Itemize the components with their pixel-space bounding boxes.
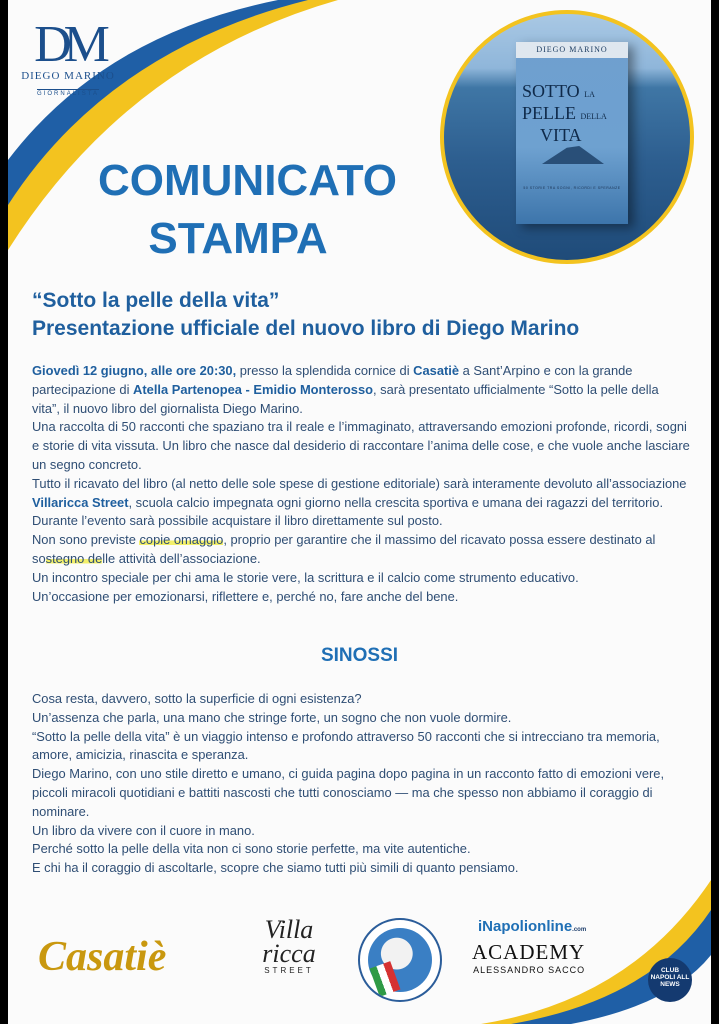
press-body [32, 362, 690, 606]
academy-logo-text: ACADEMY [472, 940, 586, 964]
academy-logo [472, 940, 585, 975]
bold-text: Villaricca Street [32, 494, 129, 510]
book-title-word: DELLA [580, 112, 607, 121]
casatie-logo: Casatiè [38, 934, 167, 980]
napoli-logo-text: i [478, 918, 483, 935]
bold-text: Atella Partenopea - Emidio Monterosso [133, 381, 373, 397]
sinossi-paragraph: Un libro da vivere con il cuore in mano. [32, 822, 255, 838]
sinossi-paragraph: “Sotto la pelle della vita” è un viaggio intenso e profondo attraverso 50 racconti che si intrecciano tra memoria, amore, amicizia, rinascita e speranza. [32, 728, 660, 763]
association-emblem [358, 918, 442, 1002]
highlighted-text: stegno de [45, 550, 103, 566]
villa-logo-text: ricca [262, 939, 316, 968]
book-cover [516, 42, 628, 224]
book-tagline: 50 STORIE TRA SOGNI, RICORDI E SPERANZE [523, 186, 621, 190]
press-paragraph: Durante l’evento sarà possibile acquistare il libro direttamente sul posto. [32, 513, 443, 529]
press-paragraph [32, 531, 690, 569]
vesuvius-illustration [542, 146, 604, 164]
event-subtitle: Presentazione ufficiale del nuovo libro di Diego Marino [32, 317, 580, 340]
book-title-word: PELLE [522, 103, 576, 123]
academy-logo-subtext: ALESSANDRO SACCO [473, 965, 586, 975]
sinossi-paragraph: Un’assenza che parla, una mano che stringe forte, un sogno che non vuole dormire. [32, 709, 512, 725]
press-paragraph: Un incontro speciale per chi ama le storie vere, la scrittura e il calcio come strumento educativo. [32, 569, 579, 585]
event-title: “Sotto la pelle della vita” [32, 289, 280, 312]
book-title-word: SOTTO [522, 81, 580, 101]
book-author: DIEGO MARINO [516, 42, 628, 58]
book-title [522, 82, 607, 144]
diego-marino-logo [12, 16, 124, 100]
text-span: a Sant’Arpino e con la grande partecipazione di [32, 363, 633, 397]
logo-monogram: DM [34, 16, 102, 73]
text-span: lle attività dell’associazione. [102, 550, 261, 566]
villa-logo-text: Villa [264, 915, 314, 944]
book-title-word: VITA [540, 125, 582, 145]
sinossi-paragraph: Cosa resta, davvero, sotto la superficie di ogni esistenza? [32, 691, 362, 706]
sinossi-paragraph: Perché sotto la pelle della vita non ci sono storie perfette, ma vite autentiche. [32, 841, 471, 857]
highlighted-text: copie omaggio [139, 532, 224, 548]
sinossi-paragraph: E chi ha il coraggio di ascoltarle, scopre che siamo tutti più simili di quanto pensiamo. [32, 860, 519, 876]
press-paragraph: Un’occasione per emozionarsi, riflettere e, perché no, fare anche del bene. [32, 588, 459, 604]
sinossi-body [32, 690, 690, 878]
text-span: , scuola calcio impegnata ogni giorno nella crescita sportiva e umana dei ragazzi del territorio. [128, 494, 664, 510]
logo-name: DIEGO MARINO [21, 70, 115, 82]
napoli-logo-text: .com [572, 927, 587, 933]
logo-subtitle: GIORNALISTA [37, 91, 99, 97]
text-span: , sarà presentato ufficialmente “Sotto la pelle della vita”, il nuovo libro del giornalista Diego Marino. [32, 381, 659, 416]
club-napoli-all-news-logo: CLUB NAPOLI ALL NEWS [648, 958, 692, 1002]
press-paragraph [32, 362, 690, 418]
villaricca-street-logo [256, 915, 322, 975]
heading-line-1: COMUNICATO [98, 156, 398, 205]
text-span: , proprio per garantire che il massimo del ricavato possa essere destinato al so [32, 532, 656, 566]
bold-text: Casatiè [413, 363, 460, 378]
sinossi-paragraph: Diego Marino, con uno stile diretto e umano, ci guida pagina dopo pagina in un racconto fatto di emozioni vere, piccoli miracoli quotidiani e battiti nascosti che tutti conosciamo — ma che spesso non abbiamo il coraggio di nominare. [32, 766, 665, 819]
book-cover-image [440, 10, 694, 264]
bold-text: Giovedì 12 giugno, alle ore 20:30, [32, 363, 237, 378]
press-paragraph [32, 475, 690, 513]
text-span: Tutto il ricavato del libro (al netto delle sole spese di gestione editoriale) sarà interamente devoluto all’associazione [32, 475, 687, 491]
napolionline-logo [478, 918, 586, 935]
napoli-logo-text: Napolionline [482, 918, 573, 935]
text-span: Non sono previste [32, 532, 140, 548]
villa-logo-text: STREET [264, 966, 314, 975]
book-title-word: LA [584, 90, 595, 99]
sinossi-heading: SINOSSI [320, 645, 399, 666]
heading-line-2: STAMPA [148, 214, 328, 263]
text-span: presso la splendida cornice di [236, 363, 414, 378]
press-release-page [8, 0, 711, 1024]
press-paragraph: Una raccolta di 50 racconti che spaziano tra il reale e l’immaginato, attraversando emozioni profonde, ricordi, sogni e storie di vita vissuta. Un libro che nasce dal desiderio di raccontare l’anima delle cose, e che vuole anche lasciare un segno concreto. [32, 419, 690, 472]
